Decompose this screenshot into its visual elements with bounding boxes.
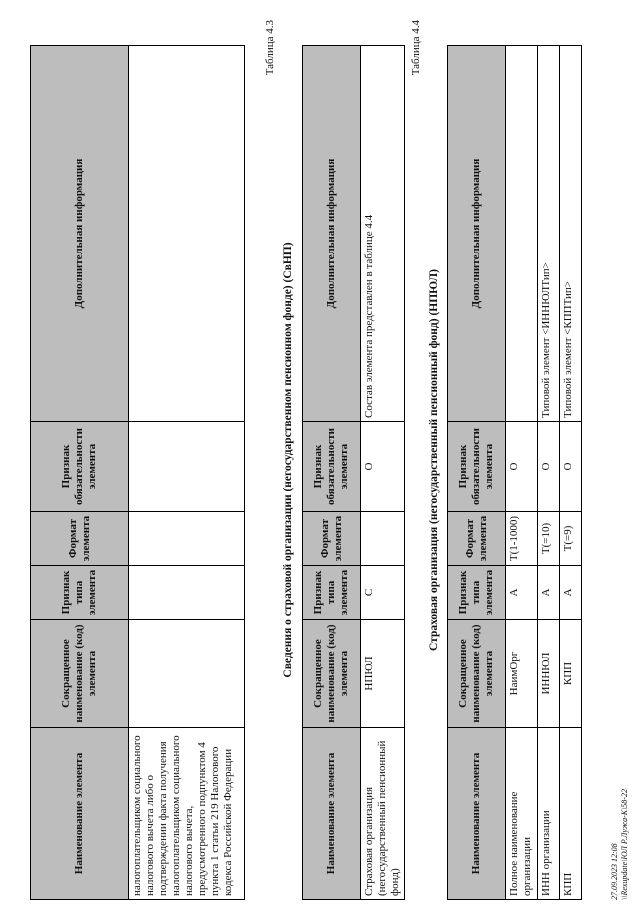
cell-name: КПП bbox=[560, 728, 582, 900]
cell-info: Состав элемента представлен в таблице 4.4 bbox=[361, 46, 405, 422]
header-additional-info: Дополнительная информация bbox=[448, 46, 506, 422]
header-element-required: Признак обязательности элемента bbox=[31, 422, 129, 512]
cell-code: НПЮЛ bbox=[361, 620, 405, 728]
cell-type: А bbox=[560, 566, 582, 620]
cell-info: Типовой элемент <ИННЮЛТип> bbox=[538, 46, 560, 422]
table-4-3-caption: Сведения о страховой организации (негосударственном пенсионном фонде) (СвНП) bbox=[282, 242, 294, 678]
header-element-format: Формат элемента bbox=[303, 512, 361, 566]
cell-type: А bbox=[538, 566, 560, 620]
table-4-3-section bbox=[302, 45, 405, 900]
table-row bbox=[361, 46, 405, 900]
cell-format bbox=[129, 512, 245, 566]
header-element-required: Признак обязательности элемента bbox=[448, 422, 506, 512]
header-element-code: Сокращенное наименование (код) элемента bbox=[303, 620, 361, 728]
cell-code: ИННЮЛ bbox=[538, 620, 560, 728]
header-element-code: Сокращенное наименование (код) элемента bbox=[31, 620, 129, 728]
table-row bbox=[506, 46, 538, 900]
footer-file-path: \\Rexupdate\ЮЛ Р.Лужа-К\58-22 bbox=[620, 789, 629, 900]
cell-format: T(=10) bbox=[538, 512, 560, 566]
cell-name: Страховая организация (негосударственный пенсионный фонд) bbox=[361, 728, 405, 900]
header-element-type: Признак типа элемента bbox=[31, 566, 129, 620]
cell-code: КПП bbox=[560, 620, 582, 728]
header-element-format: Формат элемента bbox=[31, 512, 129, 566]
cell-required: О bbox=[506, 422, 538, 512]
table-4-4-section bbox=[447, 45, 582, 900]
table-row bbox=[560, 46, 582, 900]
header-element-name: Наименование элемента bbox=[448, 728, 506, 900]
cell-format: T(1-1000) bbox=[506, 512, 538, 566]
cell-code bbox=[129, 620, 245, 728]
cell-info: Типовой элемент <КППТип> bbox=[560, 46, 582, 422]
rotated-document-content bbox=[0, 20, 640, 900]
table-4-4-caption: Страховая организация (негосударственный пенсионный фонд) (НПЮЛ) bbox=[428, 269, 440, 651]
table-row bbox=[538, 46, 560, 900]
cell-required bbox=[129, 422, 245, 512]
table-4-4 bbox=[447, 45, 582, 900]
header-element-type: Признак типа элемента bbox=[303, 566, 361, 620]
cell-info bbox=[506, 46, 538, 422]
cell-required: О bbox=[361, 422, 405, 512]
cell-required: О bbox=[560, 422, 582, 512]
cell-code: НаимОрг bbox=[506, 620, 538, 728]
header-element-code: Сокращенное наименование (код) элемента bbox=[448, 620, 506, 728]
table-continuation-section bbox=[30, 45, 245, 900]
footer-timestamp: 27.09.2023 12:08 bbox=[610, 843, 619, 900]
cell-type: С bbox=[361, 566, 405, 620]
header-element-type: Признак типа элемента bbox=[448, 566, 506, 620]
cell-name: налогоплательщиком социального налогового вычета либо о подтверждении факта получения налогоплательщиком социального налогового вычета, предусмотренного подпунктом 4 пункта 1 статьи 219 Налогового кодекса Российской Федерации bbox=[129, 728, 245, 900]
cell-type bbox=[129, 566, 245, 620]
print-footer bbox=[610, 789, 630, 900]
table-4-3 bbox=[302, 45, 405, 900]
header-element-required: Признак обязательности элемента bbox=[303, 422, 361, 512]
cell-format: T(=9) bbox=[560, 512, 582, 566]
cell-name: Полное наименование организации bbox=[506, 728, 538, 900]
table-row bbox=[129, 46, 245, 900]
table-continuation bbox=[30, 45, 245, 900]
table-4-4-label: Таблица 4.4 bbox=[410, 20, 422, 76]
cell-name: ИНН организации bbox=[538, 728, 560, 900]
cell-format bbox=[361, 512, 405, 566]
header-element-name: Наименование элемента bbox=[303, 728, 361, 900]
header-additional-info: Дополнительная информация bbox=[303, 46, 361, 422]
cell-type: А bbox=[506, 566, 538, 620]
cell-required: О bbox=[538, 422, 560, 512]
header-element-name: Наименование элемента bbox=[31, 728, 129, 900]
header-element-format: Формат элемента bbox=[448, 512, 506, 566]
header-additional-info: Дополнительная информация bbox=[31, 46, 129, 422]
cell-info bbox=[129, 46, 245, 422]
table-4-3-label: Таблица 4.3 bbox=[264, 20, 276, 76]
